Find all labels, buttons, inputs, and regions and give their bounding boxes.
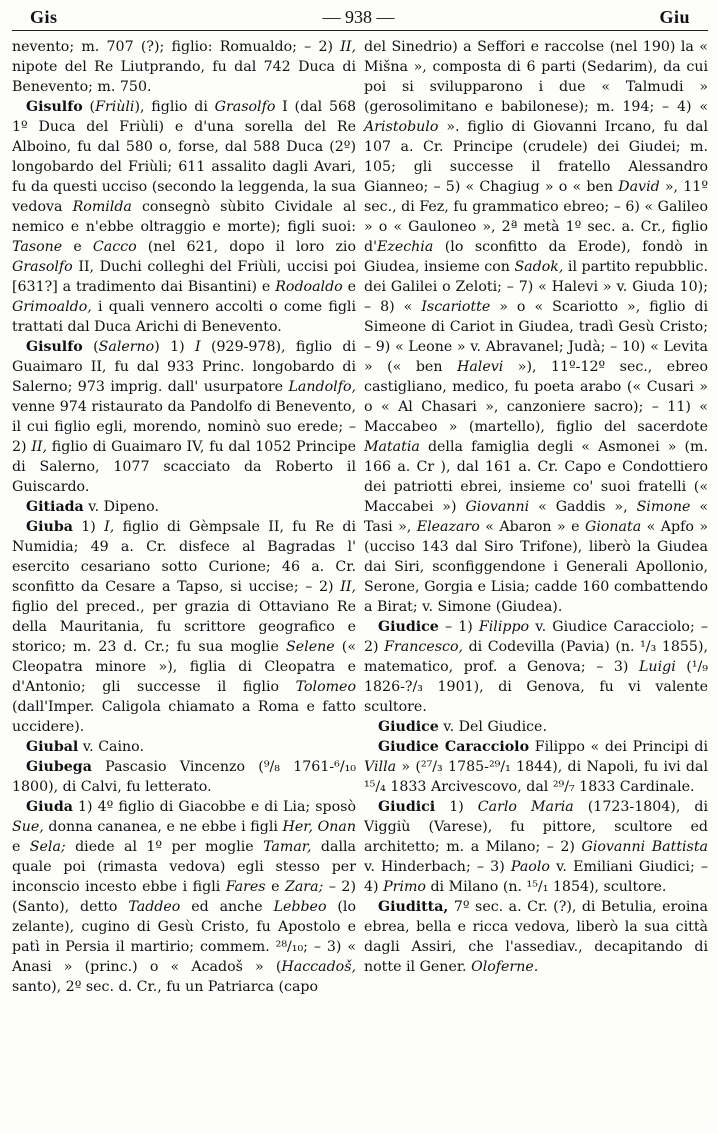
italic-text: Grasolfo — [214, 99, 276, 115]
entry-text: ». figlio di Giovanni Ircano, fu dal 107 a. Cr. Principe (crudele) dei Giudei; m. 105; gli successe il fratello Alessandro Gianneo; – 5) « Chagiug » o « ben — [364, 119, 708, 195]
entry-text: 7º sec. a. Cr. (?), di Betulia, eroina ebrea, bella e ricca vedova, liberò la sua città dagli Assiri, che l'assediav., decapitando di notte il Gener. — [364, 899, 708, 975]
text-columns — [12, 37, 708, 997]
entry-text: (¹/₉ 1826-?/₃ 1901), di Genova, fu vi valente scultore. — [364, 659, 708, 715]
italic-text: Iscariotte — [421, 299, 491, 315]
entry-text: della famiglia degli « Asmonei » (m. 166 a. Cr ), dal 161 a. Cr. Capo e Condottiero dei patriotti ebrei, insieme co' suoi fratelli (« Maccabei ») — [364, 439, 708, 515]
entry-text: ( — [82, 339, 99, 355]
entry-text: (nel 621, dopo il loro zio — [136, 239, 356, 255]
italic-text: Filippo — [478, 619, 530, 635]
dictionary-entry — [364, 797, 708, 897]
entry-text: Filippo « dei Principi di — [529, 739, 708, 755]
entry-text: » (²⁷/₃ 1785-²⁹/₁ 1844), di Napoli, fu ivi dal ¹⁵/₄ 1833 Arcivescovo, dal ²⁹/₇ 1833 Cardinale. — [364, 759, 708, 795]
italic-text: II, — [340, 39, 356, 55]
entry-text: (1723-1804), di Viggiù (Varese), fu pittore, scultore ed architetto; m. a Milano; – 2) — [364, 799, 708, 855]
entry-text: diede al 1º per moglie — [65, 839, 264, 855]
entry-text: « Abaron » e — [479, 519, 585, 535]
dictionary-entry — [12, 517, 356, 737]
entry-text: e — [342, 279, 357, 295]
entry-text: di Codevilla (Pavia) (n. ¹/₃ 1855), matematico, prof. a Genova; – 3) — [364, 639, 709, 675]
dictionary-entry — [12, 37, 356, 97]
entry-text: il partito repubblic. dei Galilei o Zeloti; – 7) « Halevi » v. Giuda 10); – 8) « — [364, 259, 708, 315]
italic-text: Giovanni Battista — [581, 839, 708, 855]
italic-text: Romilda — [72, 199, 132, 215]
italic-text: Simone — [636, 499, 691, 515]
entry-text: e — [265, 879, 285, 895]
entry-text: I (dal 568 1º Duca del Friùli) e d'una sorella del Re Alboino, fu dal 580 o, forse, dal 588 Duca (2º) longobardo del Friùli; 611 assalito dagli Avari, fu da questi ucciso (secondo la leggenda, la sua vedova — [12, 99, 357, 215]
entry-text: v. Hinderbach; – 3) — [364, 859, 511, 875]
entry-text: v. Giudice Caracciolo; – 2) — [364, 619, 709, 655]
entry-text: v. Emiliani Giudici; – 4) — [364, 859, 709, 895]
italic-text: Eleazaro — [416, 519, 480, 535]
italic-text: Francesco, — [384, 639, 463, 655]
italic-text: Giovanni — [465, 499, 530, 515]
entry-headword: Giudice — [378, 619, 439, 635]
entry-text: ) 1) — [154, 339, 196, 355]
header-left-word: Gis — [30, 6, 58, 27]
italic-text: Salerno — [98, 339, 155, 355]
italic-text: Cacco — [92, 239, 137, 255]
italic-text: Haccadoš, — [281, 959, 356, 975]
entry-text: dalla quale poi (rimasta vedova) egli stesso per inconscio incesto ebbe i figli — [12, 839, 356, 895]
dictionary-entry — [364, 37, 708, 617]
dictionary-entry — [12, 797, 356, 997]
entry-text: e — [12, 839, 30, 855]
left-column — [12, 37, 356, 997]
dictionary-entry — [12, 337, 356, 497]
entry-text: figlio del preced., per grazia di Ottaviano Re della Mauritania, fu scrittore geografico e storico; m. 23 d. Cr.; fu sua moglie — [12, 599, 356, 655]
entry-text: del Sinedrio) a Seffori e raccolse (nel 190) la « Mišna », composta di 6 parti (Sedarim), da cui poi si svilupparono i due « Talmudi » (gerosolimitano e babilonese); m. 194; – 4) « — [364, 39, 708, 115]
italic-text: Grasolfo — [12, 259, 73, 275]
italic-text: Taddeo — [128, 899, 181, 915]
entry-text: – 1) — [438, 619, 479, 635]
entry-text: « Apfo » (ucciso 143 dal Siro Trifone), liberò la Giudea dai Siri, sconfiggendone i Generali Apollonio, Serone, Gorgia e Lisia; cadde 160 combattendo a Birat; v. Simone (Giudea). — [364, 519, 708, 615]
entry-headword: Gisulfo — [26, 99, 83, 115]
entry-text: santo), 2º sec. d. Cr., fu un Patriarca (capo — [12, 979, 319, 995]
italic-text: Landolfo, — [288, 379, 356, 395]
dictionary-entry — [12, 497, 356, 517]
entry-headword: Gisulfo — [26, 339, 83, 355]
entry-headword: Gitiada — [26, 499, 84, 515]
entry-text: (929-978), figlio di Guaimaro II, fu dal 933 Princ. longobardo di Salerno; 973 imprig. dall' usurpatore — [12, 339, 356, 395]
entry-text: (lo sconfitto da Erode), fondò in Giudea, insieme con — [364, 239, 708, 275]
entry-text: – 2) (Santo), detto — [12, 879, 356, 915]
entry-text: » o « Scariotto », figlio di Simeone di Cariot in Giudea, tradì Gesù Cristo; – 9) « Leone » v. Abravanel; Judà; – 10) « Levita » (« ben — [364, 299, 708, 375]
entry-text: nipote del Re Liutprando, fu dal 742 Duca di Benevento; m. 750. — [12, 59, 356, 95]
dictionary-entry — [12, 737, 356, 757]
entry-text: ), figlio di — [134, 99, 215, 115]
italic-text: Selene — [286, 639, 335, 655]
italic-text: Sue, — [12, 819, 44, 835]
italic-text: II, — [31, 439, 48, 455]
italic-text: Aristobulo — [364, 119, 439, 135]
italic-text: Halevi — [456, 359, 504, 375]
entry-text: figlio di Guaimaro IV, fu dal 1052 Principe di Salerno, 1077 scacciato da Roberto il Guiscardo. — [12, 439, 356, 495]
entry-text: nevento; m. 707 (?); figlio: Romualdo; – 2) — [12, 39, 341, 55]
page-number: — 938 — — [322, 6, 395, 27]
entry-text: « Tasi », — [364, 499, 708, 535]
entry-headword: Giubal — [26, 739, 79, 755]
entry-text: e — [62, 239, 93, 255]
entry-text: di Milano (n. ¹⁵/₁ 1854), scultore. — [425, 879, 667, 895]
italic-text: Her, Onan — [282, 819, 357, 835]
italic-text: Luigi — [639, 659, 676, 675]
italic-text: Zara; — [284, 879, 324, 895]
entry-headword: Giubega — [26, 759, 92, 775]
entry-text: consegnò sùbito Cividale al nemico e n'ebbe oltraggio e morte); figli suoi: — [12, 199, 356, 235]
entry-headword: Giuda — [26, 799, 73, 815]
entry-text: venne 974 ristaurato da Pandolfo di Benevento, il cui figlio egli, morendo, nominò suo erede; – 2) — [12, 399, 356, 455]
header-right-word: Giu — [659, 6, 690, 27]
entry-text: v. Dipeno. — [83, 499, 159, 515]
entry-headword: Giuba — [26, 519, 73, 535]
italic-text: Sela; — [29, 839, 66, 855]
italic-text: Primo — [383, 879, 426, 895]
entry-text: (lo zelante), cugino di Gesù Cristo, fu Apostolo e patì in Persia il martirio; commem. ²⁸/₁₀; – 3) « Anasi » (princ.) o « Acadoš » ( — [12, 899, 356, 975]
entry-text: (dall'Imper. Caligola chiamato a Roma e fatto uccidere). — [12, 699, 356, 735]
entry-text: », 11º sec., di Fez, fu grammatico ebreo; – 6) « Galileo » o « Gauloneo », 2ª metà 1º sec. a. Cr., figlio d' — [364, 179, 708, 255]
italic-text: Paolo — [510, 859, 550, 875]
italic-text: Tasone — [12, 239, 63, 255]
italic-text: Tolomeo — [295, 679, 356, 695]
page-header — [12, 4, 708, 31]
entry-text: v. Caino. — [78, 739, 144, 755]
dictionary-entry — [364, 617, 708, 717]
italic-text: Rodoaldo — [275, 279, 343, 295]
entry-headword: Giudici — [378, 799, 436, 815]
italic-text: Villa — [364, 759, 397, 775]
italic-text: Carlo Maria — [477, 799, 574, 815]
entry-text: (« Cleopatra minore »), figlia di Cleopatra e d'Antonio; gli successe il figlio — [12, 639, 356, 695]
italic-text: II, — [340, 579, 356, 595]
entry-text: v. Del Giudice. — [438, 719, 547, 735]
entry-text: II, Duchi colleghi del Friùli, uccisi poi [631?] a tradimento dai Bisantini) e — [12, 259, 356, 295]
entry-text: i quali vennero accolti o come figli trattati dal Duca Arichi di Benevento. — [12, 299, 356, 335]
entry-text: « Gaddis », — [529, 499, 637, 515]
entry-text: 1) 4º figlio di Giacobbe e di Lia; sposò — [72, 799, 356, 815]
entry-text: figlio di Gèmpsale II, fu Re di Numidia; 49 a. Cr. disfece al Bagradas l' esercito cesariano sotto Curione; 46 a. Cr. sconfitto da Cesare a Tapso, si uccise; – 2) — [12, 519, 356, 595]
italic-text: I — [195, 339, 201, 355]
italic-text: Ezechia — [376, 239, 434, 255]
italic-text: Oloferne. — [471, 959, 539, 975]
entry-text: donna cananea, e ne ebbe i figli — [43, 819, 283, 835]
entry-text: ed anche — [180, 899, 274, 915]
italic-text: Tamar, — [263, 839, 312, 855]
entry-headword: Giudice — [378, 719, 439, 735]
italic-text: Matatia — [364, 439, 420, 455]
italic-text: Lebbeo — [273, 899, 327, 915]
dictionary-entry — [364, 897, 708, 977]
entry-headword: Giudice Caracciolo — [378, 739, 530, 755]
entry-text: »), 11º-12º sec., ebreo castigliano, medico, fu poeta arabo (« Cusari » o « Al Chasari », canzoniere sacro); – 11) « Maccabeo » (martello), figlio del sacerdote — [364, 359, 708, 435]
dictionary-entry — [12, 757, 356, 797]
entry-text: ( — [82, 99, 96, 115]
right-column — [364, 37, 708, 997]
entry-text: 1) — [72, 519, 105, 535]
italic-text: I, — [104, 519, 115, 535]
entry-headword: Giuditta, — [378, 899, 449, 915]
italic-text: Friùli — [95, 99, 135, 115]
italic-text: Gionata — [585, 519, 642, 535]
italic-text: Fares — [225, 879, 266, 895]
italic-text: Sadok, — [514, 259, 564, 275]
dictionary-entry — [12, 97, 356, 337]
italic-text: Grimoaldo, — [12, 299, 92, 315]
entry-text: 1) — [435, 799, 478, 815]
dictionary-entry — [364, 737, 708, 797]
dictionary-entry — [364, 717, 708, 737]
entry-text: Pascasio Vincenzo (⁹/₈ 1761-⁶/₁₀ 1800), di Calvi, fu letterato. — [12, 759, 356, 795]
italic-text: David — [618, 179, 660, 195]
